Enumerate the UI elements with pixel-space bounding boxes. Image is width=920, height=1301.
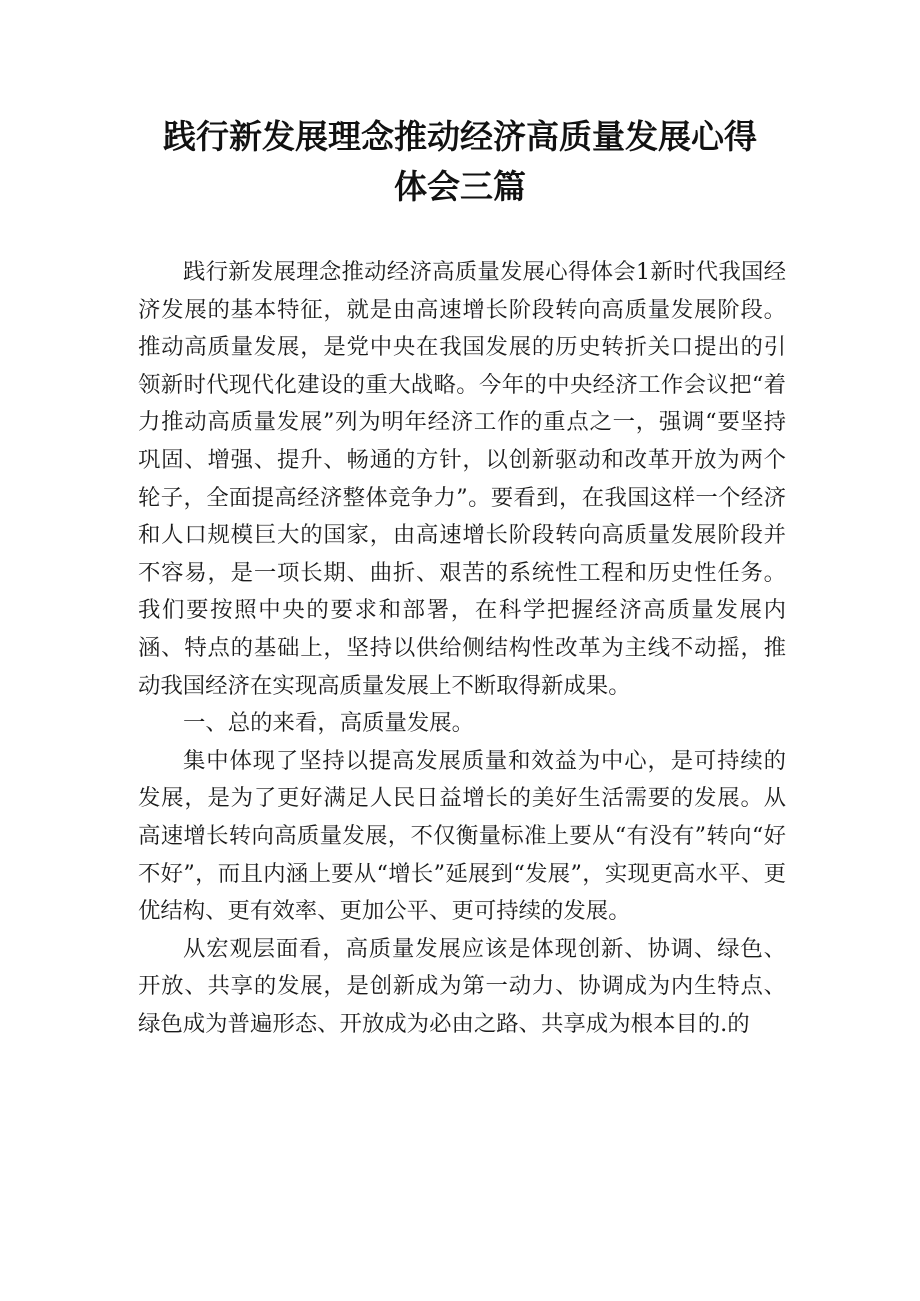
document-body bbox=[138, 254, 786, 1043]
paragraph-intro: 践行新发展理念推动经济高质量发展心得体会1新时代我国经济发展的基本特征，就是由高速增长阶段转向高质量发展阶段。推动高质量发展，是党中央在我国发展的历史转折关口提出的引领新时代现代化建设的重大战略。今年的中央经济工作会议把“着力推动高质量发展”列为明年经济工作的重点之一，强调“要坚持巩固、增强、提升、畅通的方针，以创新驱动和改革开放为两个轮子，全面提高经济整体竞争力”。要看到，在我国这样一个经济和人口规模巨大的国家，由高速增长阶段转向高质量发展阶段并不容易，是一项长期、曲折、艰苦的系统性工程和历史性任务。我们要按照中央的要求和部署，在科学把握经济高质量发展内涵、特点的基础上，坚持以供给侧结构性改革为主线不动摇，推动我国经济在实现高质量发展上不断取得新成果。 bbox=[138, 259, 786, 699]
title-line-1: 践行新发展理念推动经济高质量发展心得 bbox=[163, 117, 757, 156]
paragraph-macro: 从宏观层面看，高质量发展应该是体现创新、协调、绿色、开放、共享的发展，是创新成为第一动力、协调成为内生特点、绿色成为普遍形态、开放成为必由之路、共享成为根本目的.的 bbox=[138, 935, 786, 1037]
document-title bbox=[140, 112, 780, 212]
title-line-2: 体会三篇 bbox=[394, 167, 526, 206]
paragraph-overview: 集中体现了坚持以提高发展质量和效益为中心，是可持续的发展，是为了更好满足人民日益增长的美好生活需要的发展。从高速增长转向高质量发展，不仅衡量标准上要从“有没有”转向“好不好”，而且内涵上要从“增长”延展到“发展”，实现更高水平、更优结构、更有效率、更加公平、更可持续的发展。 bbox=[138, 747, 786, 925]
section-heading: 一、总的来看，高质量发展。 bbox=[183, 710, 475, 737]
